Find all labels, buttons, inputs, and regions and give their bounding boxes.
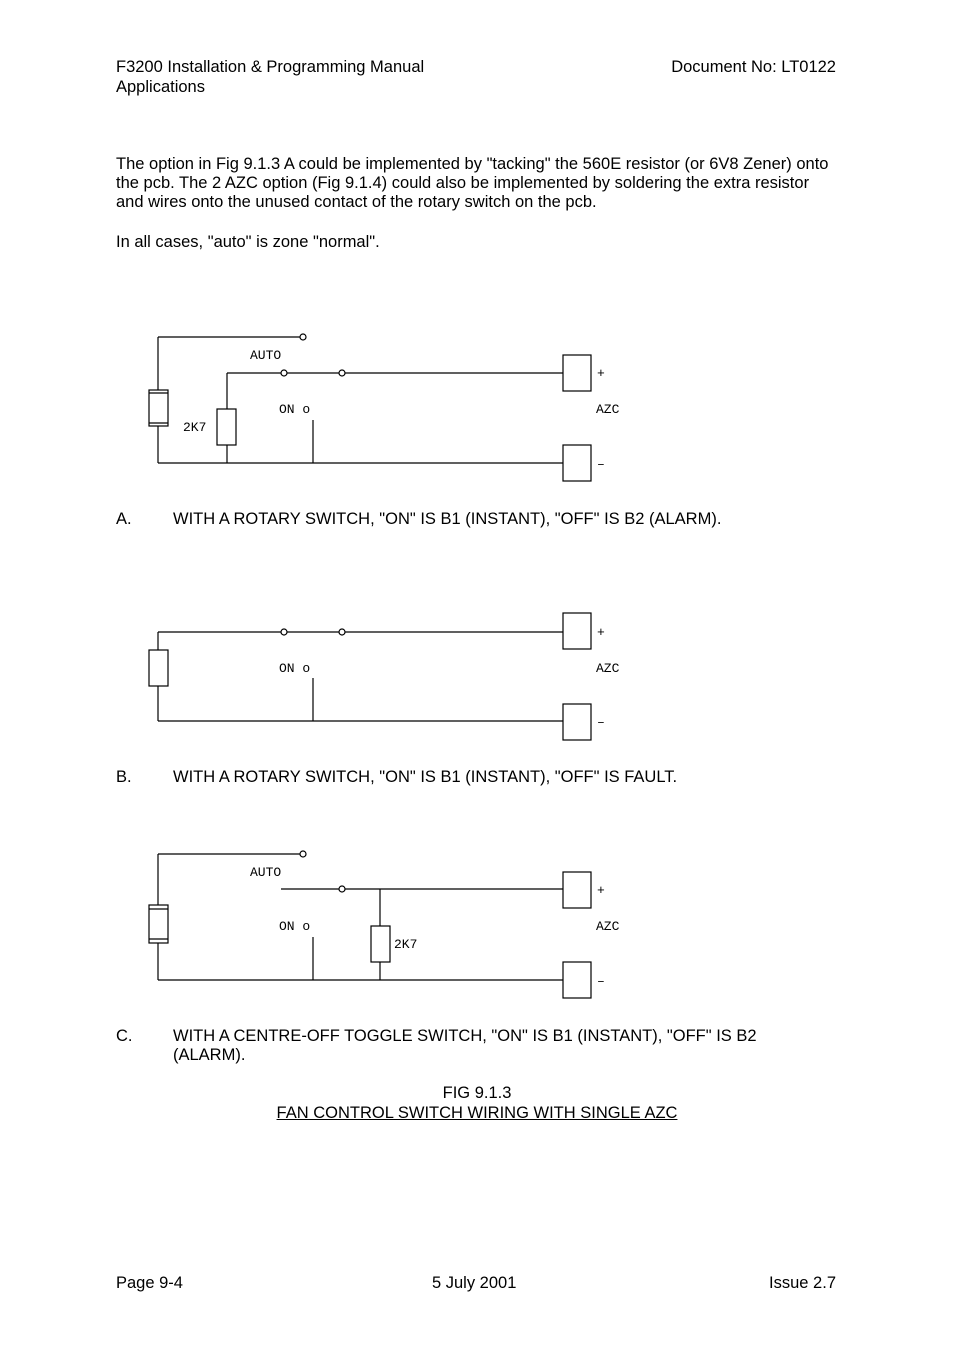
minus-terminal-label: – bbox=[597, 457, 605, 472]
footer-issue: Issue 2.7 bbox=[769, 1274, 836, 1292]
wiring-diagram-c bbox=[0, 842, 954, 1002]
auto-label: AUTO bbox=[250, 348, 282, 363]
caption-a-text: WITH A ROTARY SWITCH, "ON" IS B1 (INSTANT), "OFF" IS B2 (ALARM). bbox=[173, 510, 722, 528]
plus-terminal-label: + bbox=[597, 883, 605, 898]
on-label: ON o bbox=[279, 661, 311, 676]
azc-label: AZC bbox=[596, 661, 620, 676]
caption-c-text: WITH A CENTRE-OFF TOGGLE SWITCH, "ON" IS B1 (INSTANT), "OFF" IS B2 (ALARM). bbox=[173, 1027, 757, 1064]
figure-title: FAN CONTROL SWITCH WIRING WITH SINGLE AZC bbox=[276, 1104, 678, 1122]
minus-terminal-label: – bbox=[597, 974, 605, 989]
caption-b-label: B. bbox=[116, 768, 132, 786]
caption-c-label: C. bbox=[116, 1027, 133, 1045]
caption-a-label: A. bbox=[116, 510, 132, 528]
minus-terminal-label: – bbox=[597, 715, 605, 730]
footer-page: Page 9-4 bbox=[116, 1274, 183, 1292]
footer-date: 5 July 2001 bbox=[432, 1274, 517, 1292]
auto-label: AUTO bbox=[250, 865, 282, 880]
azc-label: AZC bbox=[596, 919, 620, 934]
wiring-diagram-a bbox=[0, 325, 954, 485]
wiring-diagram-b bbox=[0, 600, 954, 750]
figure-number: FIG 9.1.3 bbox=[442, 1084, 512, 1102]
header-doc-number: Document No: LT0122 bbox=[671, 58, 836, 76]
intro-paragraph: The option in Fig 9.1.3 A could be implemented by "tacking" the 560E resistor (or 6V8 Zener) onto the pcb. The 2 AZC option (Fig 9.1.4) could also be implemented by soldering the extra resistor and wires onto the unused contact of the rotary switch on the pcb. bbox=[116, 155, 829, 211]
resistor-label: 2K7 bbox=[394, 937, 418, 952]
note-paragraph: In all cases, "auto" is zone "normal". bbox=[116, 233, 380, 251]
on-label: ON o bbox=[279, 919, 311, 934]
on-label: ON o bbox=[279, 402, 311, 417]
resistor-label: 2K7 bbox=[183, 420, 207, 435]
caption-b-text: WITH A ROTARY SWITCH, "ON" IS B1 (INSTANT), "OFF" IS FAULT. bbox=[173, 768, 678, 786]
header-section: Applications bbox=[116, 78, 205, 96]
header-title: F3200 Installation & Programming Manual bbox=[116, 58, 425, 76]
plus-terminal-label: + bbox=[597, 625, 605, 640]
azc-label: AZC bbox=[596, 402, 620, 417]
plus-terminal-label: + bbox=[597, 366, 605, 381]
